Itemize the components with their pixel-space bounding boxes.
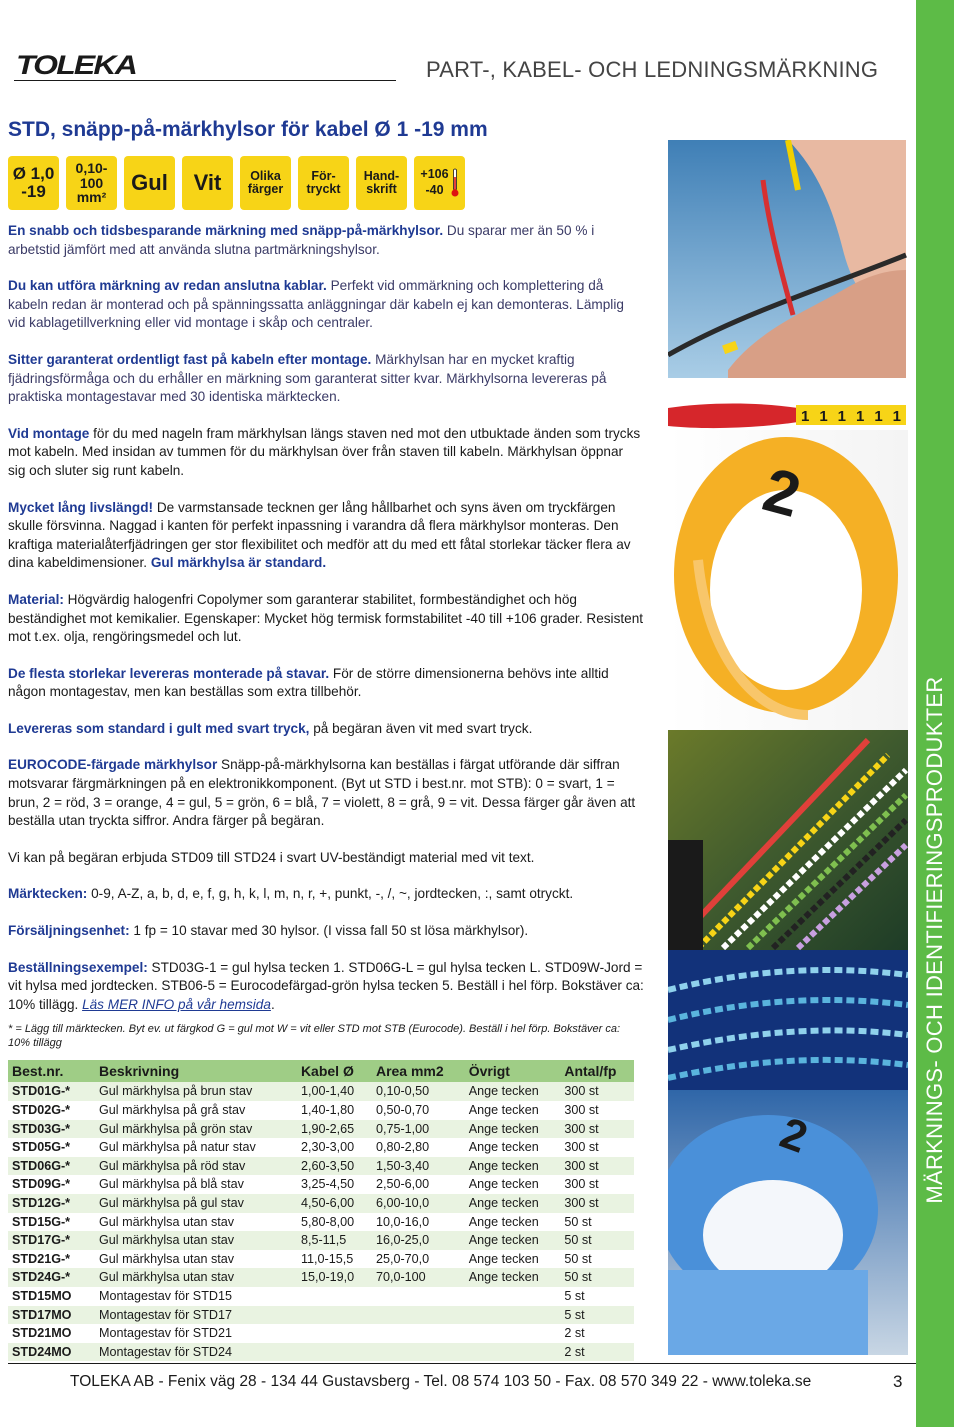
table-cell <box>372 1324 465 1343</box>
table-cell: Ange tecken <box>465 1213 561 1232</box>
table-row <box>8 1287 634 1306</box>
table-cell <box>465 1324 561 1343</box>
col-header: Best.nr. <box>8 1060 95 1082</box>
cell-order-number: STD15G-* <box>8 1213 95 1232</box>
para-rods: De flesta storlekar levereras monterade på stavar. För de större dimensionerna behövs inte alltid någon montagestav, men kan beställas som extra tillbehör. <box>8 665 609 700</box>
table-cell: Ange tecken <box>465 1101 561 1120</box>
table-cell: Ange tecken <box>465 1138 561 1157</box>
para-mounting: Vid montage för du med nageln fram märkhylsan längs staven ned mot den utbuktade änden som trycks mot kabeln. Med insidan av tummen för du märkhylsan över från staven till kabeln. Märkhylsan öppnar sig och sluter sig runt kabeln. <box>8 425 641 478</box>
table-cell: 2,60-3,50 <box>297 1157 372 1176</box>
table-cell: 10,0-16,0 <box>372 1213 465 1232</box>
table-cell: 1,50-3,40 <box>372 1157 465 1176</box>
table-cell: Ange tecken <box>465 1268 561 1287</box>
cell-order-number: STD06G-* <box>8 1157 95 1176</box>
cell-order-number: STD12G-* <box>8 1194 95 1213</box>
table-cell <box>372 1306 465 1325</box>
page-number: 3 <box>893 1372 903 1391</box>
table-header-row <box>8 1060 634 1082</box>
table-row <box>8 1343 634 1362</box>
red-rod-photo <box>668 404 906 429</box>
table-cell: 300 st <box>560 1157 634 1176</box>
table-cell: 3,25-4,50 <box>297 1175 372 1194</box>
table-cell: Gul märkhylsa på röd stav <box>95 1157 297 1176</box>
table-cell: Ange tecken <box>465 1175 561 1194</box>
thermometer-icon <box>451 168 459 198</box>
col-header: Area mm2 <box>372 1060 465 1082</box>
table-cell <box>297 1324 372 1343</box>
table-cell: 2 st <box>560 1343 634 1362</box>
table-row <box>8 1324 634 1343</box>
para-uv: Vi kan på begäran erbjuda STD09 till STD24 i svart UV-beständigt material med vit text. <box>8 849 535 865</box>
col-header: Kabel Ø <box>297 1060 372 1082</box>
table-row <box>8 1268 634 1287</box>
logo-text: TOLEKA <box>16 50 136 78</box>
table-cell: Montagestav för STD15 <box>95 1287 297 1306</box>
para-lifetime: Mycket lång livslängd! De varmstansade tecknen ger lång hållbarhet och syns även om tryckfärgen skulle försvinna. Naggad i kanten för perfekt inpassning i varandra då flera märkhylsor monteras. Den kraftiga materialåterfjädringen ger stor flexibilitet och medför att du med ett fåtal storlekar täcker flera av dina kabeldimensioner. Gul märkhylsa är standard. <box>8 499 631 571</box>
table-cell: 15,0-19,0 <box>297 1268 372 1287</box>
table-cell <box>372 1343 465 1362</box>
table-cell: Ange tecken <box>465 1231 561 1250</box>
table-cell: 0,50-0,70 <box>372 1101 465 1120</box>
table-row <box>8 1101 634 1120</box>
table-cell: Gul märkhylsa på grön stav <box>95 1120 297 1139</box>
table-row <box>8 1138 634 1157</box>
table-cell: Montagestav för STD17 <box>95 1306 297 1325</box>
para-intro: En snabb och tidsbesparande märkning med snäpp-på-märkhylsor. Du sparar mer än 50 % i arbetstid jämfört med att använda slutna partmärkningshylsor. <box>8 223 595 257</box>
table-cell: 25,0-70,0 <box>372 1250 465 1269</box>
table-cell: 70,0-100 <box>372 1268 465 1287</box>
table-cell <box>297 1306 372 1325</box>
table-cell <box>465 1343 561 1362</box>
hand-photo <box>668 140 906 378</box>
blue-ring-photo <box>668 1090 908 1355</box>
table-cell: Montagestav för STD24 <box>95 1343 297 1362</box>
table-cell: 2,30-3,00 <box>297 1138 372 1157</box>
col-header: Övrigt <box>465 1060 561 1082</box>
table-cell: 300 st <box>560 1082 634 1101</box>
cell-order-number: STD24MO <box>8 1343 95 1362</box>
table-cell <box>465 1287 561 1306</box>
cell-order-number: STD17G-* <box>8 1231 95 1250</box>
cell-order-number: STD24G-* <box>8 1268 95 1287</box>
table-cell: Gul märkhylsa på grå stav <box>95 1101 297 1120</box>
footnote: * = Lägg till märktecken. Byt ev. ut färgkod G = gul mot W = vit eller STD mot STB (Eurocode). Beställ i hel förp. Bokstäver ca: 10% tillägg <box>8 1023 621 1050</box>
table-cell <box>297 1287 372 1306</box>
table-cell: 2 st <box>560 1324 634 1343</box>
table-cell: Gul märkhylsa utan stav <box>95 1250 297 1269</box>
table-cell: 50 st <box>560 1268 634 1287</box>
header-rule <box>14 80 396 81</box>
badge-area: 0,10- 100 mm² <box>66 156 117 210</box>
table-cell: 4,50-6,00 <box>297 1194 372 1213</box>
table-cell: 2,50-6,00 <box>372 1175 465 1194</box>
table-cell: Ange tecken <box>465 1157 561 1176</box>
product-photos <box>668 140 908 1355</box>
table-cell: 300 st <box>560 1175 634 1194</box>
col-header: Beskrivning <box>95 1060 297 1082</box>
table-cell: 11,0-15,5 <box>297 1250 372 1269</box>
ring-number: 2 <box>756 455 808 531</box>
badge-white: Vit <box>182 156 233 210</box>
table-cell: Gul märkhylsa på natur stav <box>95 1138 297 1157</box>
badge-temperature: +106 -40 <box>414 156 465 210</box>
badge-yellow: Gul <box>124 156 175 210</box>
para-secure: Sitter garanterat ordentligt fast på kabeln efter montage. Märkhylsan har en mycket kraftig fjädringsförmåga och du erhåller en märkning som garanterat sitter kvar. Märkhylsorna levereras på praktiska montagestavar med 30 identiska märktecken. <box>8 351 607 405</box>
table-cell: 16,0-25,0 <box>372 1231 465 1250</box>
cell-order-number: STD02G-* <box>8 1101 95 1120</box>
table-cell: 5 st <box>560 1306 634 1325</box>
table-cell: 8,5-11,5 <box>297 1231 372 1250</box>
badge-preprinted: För- tryckt <box>298 156 349 210</box>
yellow-ring-photo <box>668 430 908 730</box>
badge-handwritten: Hand- skrift <box>356 156 407 210</box>
table-row <box>8 1175 634 1194</box>
more-info-link[interactable]: Läs MER INFO på vår hemsida <box>82 996 271 1012</box>
table-cell: Ange tecken <box>465 1120 561 1139</box>
product-table <box>8 1060 634 1361</box>
cell-order-number: STD21G-* <box>8 1250 95 1269</box>
footer-rule <box>8 1363 916 1364</box>
table-row <box>8 1231 634 1250</box>
table-cell: Gul märkhylsa utan stav <box>95 1231 297 1250</box>
colored-rods-photo <box>668 730 908 950</box>
para-standard: Levereras som standard i gult med svart tryck, på begäran även vit med svart tryck. <box>8 720 533 736</box>
table-cell: Gul märkhylsa på blå stav <box>95 1175 297 1194</box>
table-row <box>8 1306 634 1325</box>
para-characters: Märktecken: 0-9, A-Z, a, b, d, e, f, g, h, k, l, m, n, r, +, punkt, -, /, ~, jordtecken, :, samt otryckt. <box>8 886 574 902</box>
table-cell: 6,00-10,0 <box>372 1194 465 1213</box>
table-cell: Gul märkhylsa på brun stav <box>95 1082 297 1101</box>
table-cell: 5 st <box>560 1287 634 1306</box>
table-cell: 50 st <box>560 1213 634 1232</box>
table-cell: 0,10-0,50 <box>372 1082 465 1101</box>
table-cell: 50 st <box>560 1250 634 1269</box>
cell-order-number: STD05G-* <box>8 1138 95 1157</box>
table-cell: Ange tecken <box>465 1082 561 1101</box>
table-cell: 300 st <box>560 1101 634 1120</box>
table-cell: Ange tecken <box>465 1250 561 1269</box>
toleka-logo <box>14 50 140 78</box>
table-row <box>8 1082 634 1101</box>
table-cell: Gul märkhylsa på gul stav <box>95 1194 297 1213</box>
blue-rods-photo <box>668 950 908 1090</box>
table-cell <box>297 1343 372 1362</box>
cell-order-number: STD15MO <box>8 1287 95 1306</box>
badge-colors: Olika färger <box>240 156 291 210</box>
table-cell: 300 st <box>560 1120 634 1139</box>
table-cell: 300 st <box>560 1138 634 1157</box>
table-row <box>8 1157 634 1176</box>
para-material: Material: Högvärdig halogenfri Copolymer som garanterar stabilitet, formbeständighet och hög beständighet mot kemikalier. Egenskaper: Mycket hög termisk formstabilitet -40 till +106 grader. Resistent mot t.ex. olja, rengöringsmedel och lut. <box>8 591 644 645</box>
cell-order-number: STD01G-* <box>8 1082 95 1101</box>
table-row <box>8 1213 634 1232</box>
para-sales-unit: Försäljningsenhet: 1 fp = 10 stavar med 30 hylsor. (I vissa fall 50 st lösa märkhylsor). <box>8 923 529 939</box>
table-cell: 1,00-1,40 <box>297 1082 372 1101</box>
table-cell: 5,80-8,00 <box>297 1213 372 1232</box>
table-cell: 50 st <box>560 1231 634 1250</box>
blue-ring-number: 2 <box>773 1108 814 1163</box>
table-cell: 1,90-2,65 <box>297 1120 372 1139</box>
footer-contact: TOLEKA AB - Fenix väg 28 - 134 44 Gustavsberg - Tel. 08 574 103 50 - Fax. 08 570 349 22 - www.toleka.se <box>70 1373 812 1390</box>
table-cell: Gul märkhylsa utan stav <box>95 1213 297 1232</box>
page-title: STD, snäpp-på-märkhylsor för kabel Ø 1 -19 mm <box>8 118 488 141</box>
table-row <box>8 1250 634 1269</box>
table-row <box>8 1120 634 1139</box>
col-header: Antal/fp <box>560 1060 634 1082</box>
table-body <box>8 1082 634 1361</box>
table-cell: Montagestav för STD21 <box>95 1324 297 1343</box>
table-cell: Ange tecken <box>465 1194 561 1213</box>
para-connected: Du kan utföra märkning av redan anslutna kablar. Perfekt vid ommärkning och komplettering då kabeln redan är monterad och på spänningssatta anläggningar där kabeln ej kan demonteras. Lämplig vid kablagetillverkning eller vid montage i skåp och centraler. <box>8 278 624 331</box>
table-cell: 0,80-2,80 <box>372 1138 465 1157</box>
para-eurocode: EUROCODE-färgade märkhylsor Snäpp-på-märkhylsorna kan beställas i färgat utförande där siffran motsvarar färgmärkningen på en elektronikkomponent. (Byt ut STD i best.nr. mot STB): 0 = svart, 1 = brun, 2 = röd, 3 = orange, 4 = gul, 5 = grön, 6 = blå, 7 = violett, 8 = grå, 9 = vit. Dessa färger går även att beställa utan tryckta siffror. Andra färger på begäran. <box>8 757 636 829</box>
badge-diameter: Ø 1,0 -19 <box>8 156 59 210</box>
table-cell: 1,40-1,80 <box>297 1101 372 1120</box>
table-cell: Gul märkhylsa utan stav <box>95 1268 297 1287</box>
table-cell: 300 st <box>560 1194 634 1213</box>
table-cell <box>372 1287 465 1306</box>
table-row <box>8 1194 634 1213</box>
para-order-example: Beställningsexempel: STD03G-1 = gul hylsa tecken 1. STD06G-L = gul hylsa tecken L. STD09W-Jord = vit hylsa med jordtecken. STB06-5 = Eurocodefärgad-grön hylsa tecken 5. Beställ i hel förp. Bokstäver ca: 10% tillägg. Läs MER INFO på vår hemsida. <box>8 959 644 1012</box>
cell-order-number: STD03G-* <box>8 1120 95 1139</box>
rod-strip-digits: 1 1 1 1 1 1 <box>801 408 901 425</box>
table-cell <box>465 1306 561 1325</box>
header-title: PART-, KABEL- OCH LEDNINGSMÄRKNING <box>426 57 879 82</box>
cell-order-number: STD09G-* <box>8 1175 95 1194</box>
side-bar-label: MÄRKNINGS- OCH IDENTIFIERINGSPRODUKTER <box>922 676 947 1204</box>
body-text <box>8 222 644 1361</box>
table-cell: 0,75-1,00 <box>372 1120 465 1139</box>
cell-order-number: STD17MO <box>8 1306 95 1325</box>
feature-badges <box>8 156 465 210</box>
cell-order-number: STD21MO <box>8 1324 95 1343</box>
